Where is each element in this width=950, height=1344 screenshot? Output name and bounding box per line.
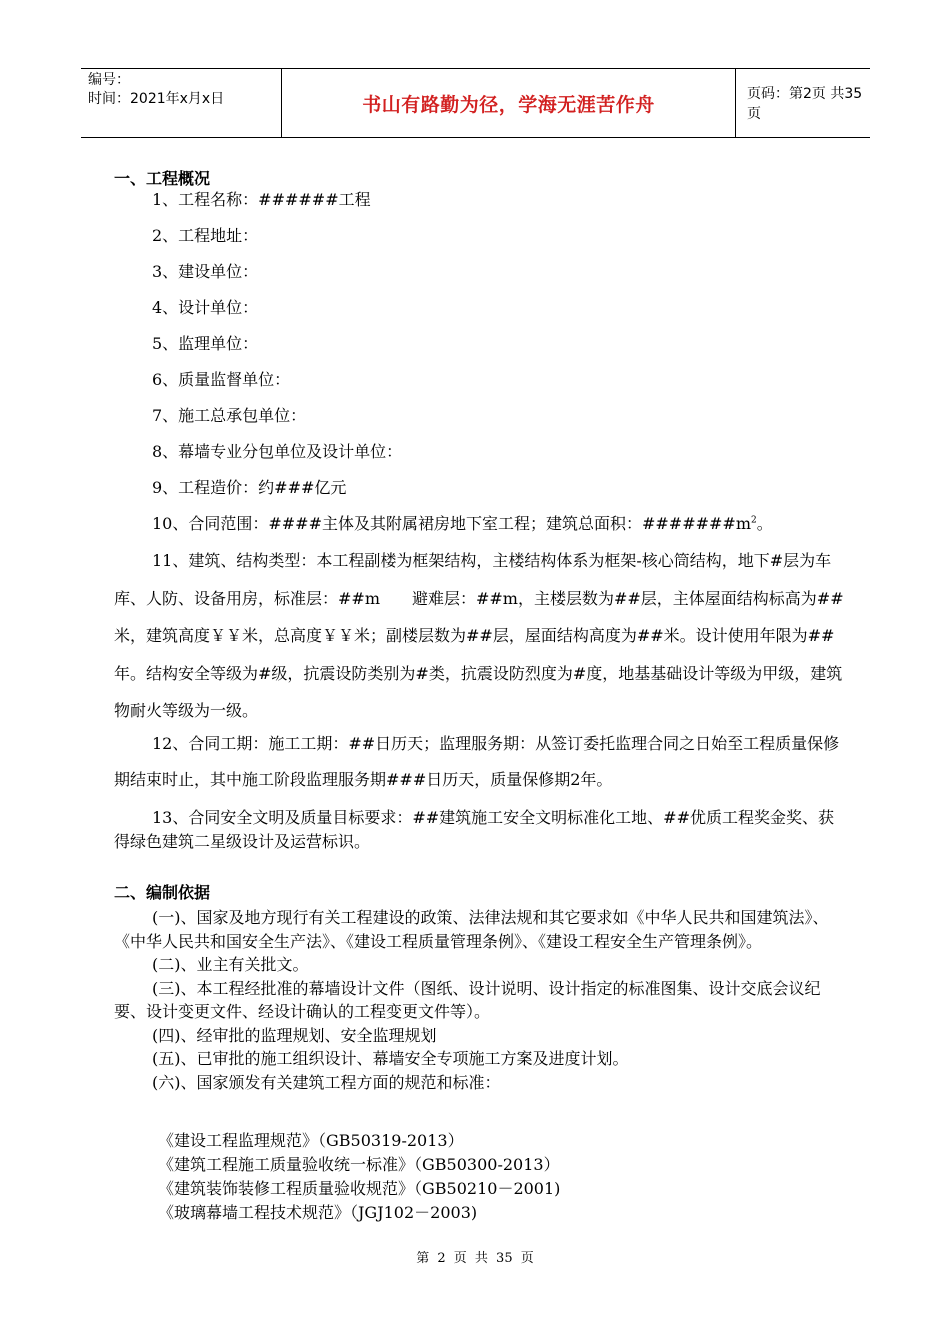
list-item-12: 12、合同工期：施工工期：##日历天；监理服务期：从签订委托监理合同之日始至工程质量保修期结束时止，其中施工阶段监理服务期###日历天，质量保修期2年。 xyxy=(114,734,840,789)
page-info: 页码：第2页 共35页 xyxy=(747,86,863,122)
reference-item: 《玻璃幕墙工程技术规范》（JGJ102－2003) xyxy=(158,1203,478,1222)
list-item-11: 11、建筑、结构类型：本工程副楼为框架结构，主楼结构体系为框架-核心筒结构，地下#层为车库、人防、设备用房，标准层：##m 避难层：##m，主楼层数为##层，主体屋面结构标高为##米，建筑高度￥￥米，总高度￥￥米；副楼层数为##层，屋面结构高度为##米。设计使用年限为##年。结构安全等级为#级，抗震设防类别为#类，抗震设防烈度为#度，地基基础设计等级为甲级，建筑物耐火等级为一级。 xyxy=(114,551,844,721)
page-footer: 第 2 页 共 35 页 xyxy=(416,1251,534,1266)
item10-superscript: 2 xyxy=(751,515,757,526)
basis-list xyxy=(114,906,844,1094)
list-item: (一)、国家及地方现行有关工程建设的政策、法律法规和其它要求如《中华人民共和国建筑法》、《中华人民共和国安全生产法》、《建设工程质量管理条例》、《建设工程安全生产管理条例》。 xyxy=(114,908,829,951)
header-page-cell xyxy=(736,69,870,137)
list-item: 9、工程造价：约###亿元 xyxy=(152,478,347,497)
section-title-overview: 一、工程概况 xyxy=(114,169,211,188)
list-item: 3、建设单位： xyxy=(152,262,259,281)
list-item: 8、幕墙专业分包单位及设计单位： xyxy=(152,442,403,461)
list-item-13: 13、合同安全文明及质量目标要求：##建筑施工安全文明标准化工地、##优质工程奖金奖、获得绿色建筑二星级设计及运营标识。 xyxy=(114,808,834,851)
list-item-10 xyxy=(114,506,844,542)
header-left-cell xyxy=(81,69,281,137)
date-label: 时间：2021年x月x日 xyxy=(88,91,225,107)
item10-text: 10、合同范围：####主体及其附属裙房地下室工程；建筑总面积：#######m xyxy=(152,514,752,533)
list-item: (二)、业主有关批文。 xyxy=(152,955,309,974)
list-item: (三)、本工程经批准的幕墙设计文件（图纸、设计说明、设计指定的标准图集、设计交底会议纪要、设计变更文件、经设计确认的工程变更文件等）。 xyxy=(114,978,821,1021)
slogan: 书山有路勤为径，学海无涯苦作舟 xyxy=(362,93,655,116)
list-item: 1、工程名称：######工程 xyxy=(152,190,371,209)
list-item: 6、质量监督单位： xyxy=(152,370,291,389)
list-item: 4、设计单位： xyxy=(152,298,259,317)
reference-item: 《建筑装饰装修工程质量验收规范》（GB50210－2001) xyxy=(158,1179,561,1198)
page-header xyxy=(81,68,870,138)
header-slogan-cell xyxy=(281,69,736,137)
list-item: (五)、已审批的施工组织设计、幕墙安全专项施工方案及进度计划。 xyxy=(152,1049,629,1068)
section-title-basis: 二、编制依据 xyxy=(114,883,211,902)
overview-list xyxy=(114,182,844,542)
reference-item: 《建筑工程施工质量验收统一标准》（GB50300-2013） xyxy=(158,1155,560,1174)
list-item: (六)、国家颁发有关建筑工程方面的规范和标准： xyxy=(152,1072,501,1092)
item10-end: 。 xyxy=(756,514,773,533)
list-item: 2、工程地址： xyxy=(152,226,259,245)
reference-item: 《建设工程监理规范》（GB50319-2013） xyxy=(158,1131,464,1150)
number-label: 编号： xyxy=(88,72,130,88)
list-item: 7、施工总承包单位： xyxy=(152,406,307,425)
reference-list xyxy=(158,1129,560,1225)
list-item: 5、监理单位： xyxy=(152,334,259,353)
list-item: (四)、经审批的监理规划、安全监理规划 xyxy=(152,1025,437,1045)
